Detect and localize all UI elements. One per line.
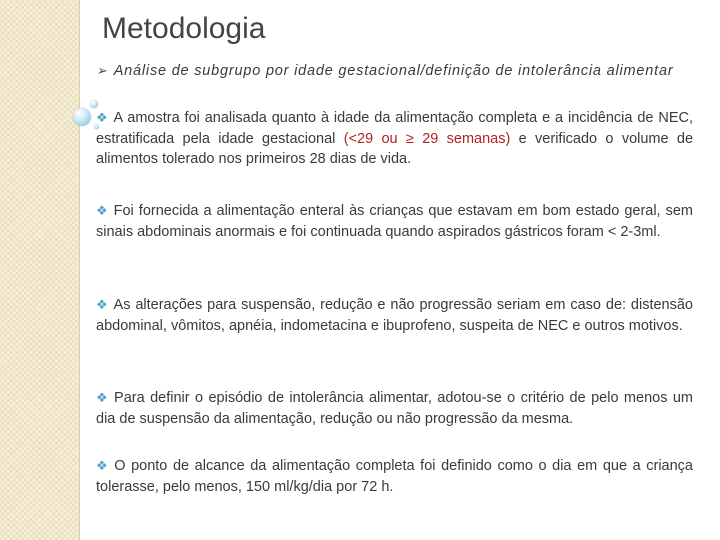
arrow-bullet-icon: ➢ — [96, 63, 108, 78]
highlight-text: (<29 ou ≥ 29 semanas) — [343, 130, 511, 147]
diamond-bullet-icon: ❖ — [96, 458, 110, 473]
diamond-bullet-icon: ❖ — [96, 390, 110, 405]
bullet-item-full-feeding — [96, 456, 693, 497]
slide-title: Metodologia — [102, 12, 266, 45]
bullet-item-changes — [96, 295, 693, 336]
bullet-text: e verificado o volume de alimentos tolerado nos primeiros 28 dias de vida. — [96, 130, 694, 167]
bullet-text: A amostra foi analisada quanto à idade da alimentação completa e a incidência de NEC, estratificada pela idade gestacional — [96, 110, 694, 147]
subheading: ➢ Análise de subgrupo por idade gestacional/definição de intolerância alimentar — [96, 63, 674, 79]
bullet-text: Para definir o episódio de intolerância alimentar, adotou-se o critério de pelo menos um dia de suspensão da alimentação, redução ou não progressão da mesma. — [96, 390, 693, 427]
bullet-text: Foi fornecida a alimentação enteral às crianças que estavam em bom estado geral, sem sinais abdominais anormais e foi continuada quando aspirados gástricos foram < 2-3ml. — [96, 203, 693, 240]
diamond-bullet-icon: ❖ — [96, 110, 109, 125]
bubble-decoration-icon — [90, 100, 98, 108]
subheading-block — [96, 61, 693, 82]
bubble-decoration-icon — [73, 108, 91, 126]
diamond-bullet-icon: ❖ — [96, 203, 109, 218]
bullet-item-intolerance — [96, 388, 693, 429]
decorative-side-strip — [0, 0, 80, 540]
diamond-bullet-icon: ❖ — [96, 297, 109, 312]
bullet-text: O ponto de alcance da alimentação completa foi definido como o dia em que a criança tolerasse, pelo menos, 150 ml/kg/dia por 72 h. — [96, 458, 693, 495]
bullet-item-sample — [96, 108, 693, 170]
bullet-text: As alterações para suspensão, redução e não progressão seriam em caso de: distensão abdominal, vômitos, apnéia, indometacina e ibuprofeno, suspeita de NEC e outros motivos. — [96, 297, 693, 334]
bullet-item-feeding — [96, 201, 693, 242]
